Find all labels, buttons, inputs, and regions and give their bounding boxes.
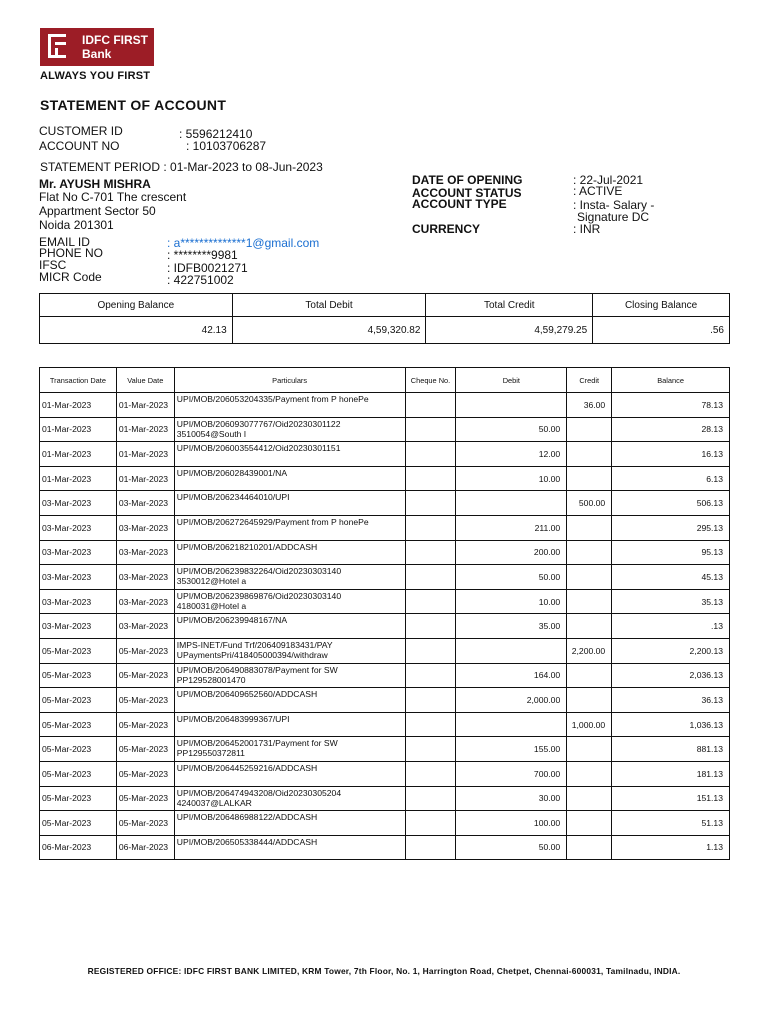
transactions-table	[39, 367, 730, 860]
cell-debit: 30.00	[456, 786, 567, 811]
cell-particulars: UPI/MOB/206234464010/UPI	[174, 491, 405, 516]
cell-value-date: 01-Mar-2023	[116, 442, 174, 467]
account-no-label: ACCOUNT NO	[39, 139, 120, 153]
cell-balance: 36.13	[612, 688, 730, 713]
cell-balance: 881.13	[612, 737, 730, 762]
account-no-value: : 10103706287	[186, 139, 267, 153]
cell-cheque-no	[405, 589, 456, 614]
cell-transaction-date: 05-Mar-2023	[40, 663, 117, 688]
cell-cheque-no	[405, 811, 456, 836]
cell-transaction-date: 03-Mar-2023	[40, 565, 117, 590]
cell-cheque-no	[405, 466, 456, 491]
cell-balance: 1,036.13	[612, 712, 730, 737]
cell-value-date: 01-Mar-2023	[116, 417, 174, 442]
cell-balance: 35.13	[612, 589, 730, 614]
cell-particulars: IMPS-INET/Fund Trf/206409183431/PAY UPaymentsPri/418405000394/withdraw	[174, 638, 405, 663]
cell-particulars: UPI/MOB/206239869876/Oid20230303140 4180031@Hotel a	[174, 589, 405, 614]
logo-text-line2: Bank	[82, 47, 112, 61]
cell-cheque-no	[405, 737, 456, 762]
table-row	[40, 491, 730, 516]
total-credit-value: 4,59,279.25	[426, 317, 593, 344]
cell-debit: 50.00	[456, 417, 567, 442]
customer-id-value: : 5596212410	[179, 127, 253, 141]
cell-transaction-date: 05-Mar-2023	[40, 712, 117, 737]
table-row	[40, 761, 730, 786]
col-header-credit: Credit	[567, 368, 612, 393]
cell-balance: 506.13	[612, 491, 730, 516]
cell-credit	[567, 761, 612, 786]
col-header-balance: Balance	[612, 368, 730, 393]
table-row	[40, 417, 730, 442]
cell-cheque-no	[405, 491, 456, 516]
table-row	[40, 540, 730, 565]
cell-balance: 78.13	[612, 393, 730, 418]
cell-cheque-no	[405, 614, 456, 639]
cell-debit: 35.00	[456, 614, 567, 639]
table-row	[40, 737, 730, 762]
cell-balance: 181.13	[612, 761, 730, 786]
cell-credit	[567, 786, 612, 811]
cell-transaction-date: 05-Mar-2023	[40, 761, 117, 786]
cell-credit	[567, 565, 612, 590]
cell-debit: 100.00	[456, 811, 567, 836]
cell-balance: .13	[612, 614, 730, 639]
cell-transaction-date: 01-Mar-2023	[40, 466, 117, 491]
cell-particulars: UPI/MOB/206452001731/Payment for SW PP129550372811	[174, 737, 405, 762]
cell-balance: 51.13	[612, 811, 730, 836]
ifsc-label: IFSC	[39, 258, 67, 272]
cell-credit	[567, 688, 612, 713]
address-line3: Noida 201301	[39, 218, 114, 232]
cell-balance: 45.13	[612, 565, 730, 590]
cell-credit	[567, 663, 612, 688]
col-header-debit: Debit	[456, 368, 567, 393]
email-value: : a**************1@gmail.com	[167, 236, 320, 250]
cell-particulars: UPI/MOB/206053204335/Payment from P honePe	[174, 393, 405, 418]
phone-value: : ********9981	[167, 248, 238, 262]
cell-credit	[567, 515, 612, 540]
statement-period: STATEMENT PERIOD : 01-Mar-2023 to 08-Jun-2023	[40, 160, 323, 174]
cell-balance: 6.13	[612, 466, 730, 491]
cell-balance: 28.13	[612, 417, 730, 442]
cell-debit: 50.00	[456, 835, 567, 860]
cell-transaction-date: 05-Mar-2023	[40, 638, 117, 663]
table-row	[40, 393, 730, 418]
cell-balance: 1.13	[612, 835, 730, 860]
cell-value-date: 03-Mar-2023	[116, 515, 174, 540]
cell-balance: 151.13	[612, 786, 730, 811]
micr-value: : 422751002	[167, 273, 234, 287]
cell-value-date: 01-Mar-2023	[116, 393, 174, 418]
cell-cheque-no	[405, 712, 456, 737]
cell-particulars: UPI/MOB/206239832264/Oid20230303140 3530012@Hotel a	[174, 565, 405, 590]
cell-cheque-no	[405, 515, 456, 540]
table-row	[40, 466, 730, 491]
account-status-value: : ACTIVE	[573, 184, 623, 198]
cell-particulars: UPI/MOB/206272645929/Payment from P honePe	[174, 515, 405, 540]
cell-debit: 12.00	[456, 442, 567, 467]
cell-transaction-date: 03-Mar-2023	[40, 589, 117, 614]
cell-credit	[567, 811, 612, 836]
customer-id-label: CUSTOMER ID	[39, 124, 123, 138]
cell-debit: 10.00	[456, 466, 567, 491]
cell-balance: 95.13	[612, 540, 730, 565]
transactions-header-row	[40, 368, 730, 393]
cell-particulars: UPI/MOB/206028439001/NA	[174, 466, 405, 491]
cell-value-date: 03-Mar-2023	[116, 565, 174, 590]
cell-value-date: 05-Mar-2023	[116, 811, 174, 836]
cell-cheque-no	[405, 688, 456, 713]
cell-transaction-date: 05-Mar-2023	[40, 737, 117, 762]
balance-summary-table	[39, 293, 730, 344]
summary-header-cell: Opening Balance	[40, 294, 233, 317]
cell-credit: 500.00	[567, 491, 612, 516]
cell-debit: 164.00	[456, 663, 567, 688]
cell-cheque-no	[405, 540, 456, 565]
cell-particulars: UPI/MOB/206490883078/Payment for SW PP129528001470	[174, 663, 405, 688]
address-line1: Flat No C-701 The crescent	[39, 190, 187, 204]
cell-cheque-no	[405, 638, 456, 663]
account-type-label: ACCOUNT TYPE	[412, 197, 507, 211]
cell-cheque-no	[405, 786, 456, 811]
cell-cheque-no	[405, 393, 456, 418]
cell-debit	[456, 638, 567, 663]
cell-transaction-date: 03-Mar-2023	[40, 540, 117, 565]
cell-debit: 10.00	[456, 589, 567, 614]
cell-transaction-date: 03-Mar-2023	[40, 515, 117, 540]
cell-particulars: UPI/MOB/206239948167/NA	[174, 614, 405, 639]
account-type-value-line1: : Insta- Salary -	[573, 198, 655, 212]
cell-value-date: 03-Mar-2023	[116, 540, 174, 565]
bank-tagline: ALWAYS YOU FIRST	[40, 70, 151, 82]
cell-cheque-no	[405, 761, 456, 786]
col-header-value-date: Value Date	[116, 368, 174, 393]
bank-logo	[40, 28, 154, 66]
table-row	[40, 442, 730, 467]
table-row	[40, 688, 730, 713]
cell-debit	[456, 712, 567, 737]
table-row	[40, 712, 730, 737]
cell-credit	[567, 589, 612, 614]
cell-cheque-no	[405, 835, 456, 860]
phone-label: PHONE NO	[39, 246, 104, 260]
table-row	[40, 614, 730, 639]
cell-transaction-date: 03-Mar-2023	[40, 614, 117, 639]
closing-balance-value: .56	[593, 317, 730, 344]
cell-particulars: UPI/MOB/206003554412/Oid20230301151	[174, 442, 405, 467]
table-row	[40, 786, 730, 811]
cell-cheque-no	[405, 417, 456, 442]
cell-cheque-no	[405, 663, 456, 688]
opening-balance-value: 42.13	[40, 317, 233, 344]
currency-label: CURRENCY	[412, 222, 481, 236]
cell-transaction-date: 01-Mar-2023	[40, 417, 117, 442]
cell-debit	[456, 491, 567, 516]
col-header-cheque-no: Cheque No.	[405, 368, 456, 393]
cell-debit: 50.00	[456, 565, 567, 590]
cell-transaction-date: 05-Mar-2023	[40, 688, 117, 713]
cell-debit: 2,000.00	[456, 688, 567, 713]
cell-credit	[567, 737, 612, 762]
cell-balance: 2,036.13	[612, 663, 730, 688]
cell-transaction-date: 05-Mar-2023	[40, 786, 117, 811]
cell-credit	[567, 466, 612, 491]
cell-credit	[567, 614, 612, 639]
cell-value-date: 05-Mar-2023	[116, 761, 174, 786]
table-row	[40, 811, 730, 836]
cell-particulars: UPI/MOB/206409652560/ADDCASH	[174, 688, 405, 713]
cell-credit: 36.00	[567, 393, 612, 418]
address-line2: Appartment Sector 50	[39, 204, 156, 218]
email-label: EMAIL ID	[39, 235, 90, 249]
cell-debit: 200.00	[456, 540, 567, 565]
account-type-value-line2: Signature DC	[577, 210, 650, 224]
cell-transaction-date: 06-Mar-2023	[40, 835, 117, 860]
total-debit-value: 4,59,320.82	[232, 317, 426, 344]
cell-balance: 295.13	[612, 515, 730, 540]
table-row	[40, 835, 730, 860]
statement-title: STATEMENT OF ACCOUNT	[40, 97, 227, 113]
cell-value-date: 05-Mar-2023	[116, 786, 174, 811]
cell-credit	[567, 417, 612, 442]
cell-particulars: UPI/MOB/206445259216/ADDCASH	[174, 761, 405, 786]
cell-transaction-date: 05-Mar-2023	[40, 811, 117, 836]
opening-date-label: DATE OF OPENING	[412, 173, 523, 187]
cell-cheque-no	[405, 442, 456, 467]
cell-value-date: 01-Mar-2023	[116, 466, 174, 491]
registered-office-footer: REGISTERED OFFICE: IDFC FIRST BANK LIMITED, KRM Tower, 7th Floor, No. 1, Harrington Road, Chetpet, Chennai-600031, Tamilnadu, INDIA.	[87, 966, 681, 976]
cell-particulars: UPI/MOB/206486988122/ADDCASH	[174, 811, 405, 836]
logo-text-line1: IDFC FIRST	[82, 33, 148, 47]
summary-header-row	[40, 294, 730, 317]
cell-credit: 2,200.00	[567, 638, 612, 663]
cell-cheque-no	[405, 565, 456, 590]
summary-header-cell: Total Credit	[426, 294, 593, 317]
cell-debit: 155.00	[456, 737, 567, 762]
cell-particulars: UPI/MOB/206483999367/UPI	[174, 712, 405, 737]
table-row	[40, 638, 730, 663]
cell-value-date: 03-Mar-2023	[116, 589, 174, 614]
table-row	[40, 589, 730, 614]
account-status-label: ACCOUNT STATUS	[412, 186, 522, 200]
cell-value-date: 03-Mar-2023	[116, 614, 174, 639]
customer-name: Mr. AYUSH MISHRA	[39, 177, 151, 191]
summary-value-row	[40, 317, 730, 344]
col-header-particulars: Particulars	[174, 368, 405, 393]
bank-logo-mark-icon	[48, 34, 66, 58]
micr-label: MICR Code	[39, 270, 102, 284]
cell-credit	[567, 442, 612, 467]
cell-value-date: 05-Mar-2023	[116, 737, 174, 762]
cell-transaction-date: 01-Mar-2023	[40, 393, 117, 418]
cell-balance: 16.13	[612, 442, 730, 467]
cell-value-date: 05-Mar-2023	[116, 688, 174, 713]
cell-value-date: 03-Mar-2023	[116, 491, 174, 516]
table-row	[40, 663, 730, 688]
cell-credit	[567, 835, 612, 860]
transactions-body	[40, 393, 730, 860]
cell-value-date: 06-Mar-2023	[116, 835, 174, 860]
cell-particulars: UPI/MOB/206474943208/Oid20230305204 4240037@LALKAR	[174, 786, 405, 811]
opening-date-value: : 22-Jul-2021	[573, 173, 644, 187]
cell-particulars: UPI/MOB/206218210201/ADDCASH	[174, 540, 405, 565]
cell-particulars: UPI/MOB/206093077767/Oid20230301122 3510054@South I	[174, 417, 405, 442]
cell-debit: 211.00	[456, 515, 567, 540]
cell-value-date: 05-Mar-2023	[116, 663, 174, 688]
cell-credit: 1,000.00	[567, 712, 612, 737]
cell-credit	[567, 540, 612, 565]
summary-header-cell: Closing Balance	[593, 294, 730, 317]
cell-value-date: 05-Mar-2023	[116, 638, 174, 663]
ifsc-value: : IDFB0021271	[167, 261, 248, 275]
cell-debit: 700.00	[456, 761, 567, 786]
cell-transaction-date: 01-Mar-2023	[40, 442, 117, 467]
cell-value-date: 05-Mar-2023	[116, 712, 174, 737]
cell-particulars: UPI/MOB/206505338444/ADDCASH	[174, 835, 405, 860]
col-header-transaction-date: Transaction Date	[40, 368, 117, 393]
currency-value: : INR	[573, 222, 601, 236]
cell-debit	[456, 393, 567, 418]
table-row	[40, 515, 730, 540]
cell-transaction-date: 03-Mar-2023	[40, 491, 117, 516]
summary-header-cell: Total Debit	[232, 294, 426, 317]
table-row	[40, 565, 730, 590]
cell-balance: 2,200.13	[612, 638, 730, 663]
